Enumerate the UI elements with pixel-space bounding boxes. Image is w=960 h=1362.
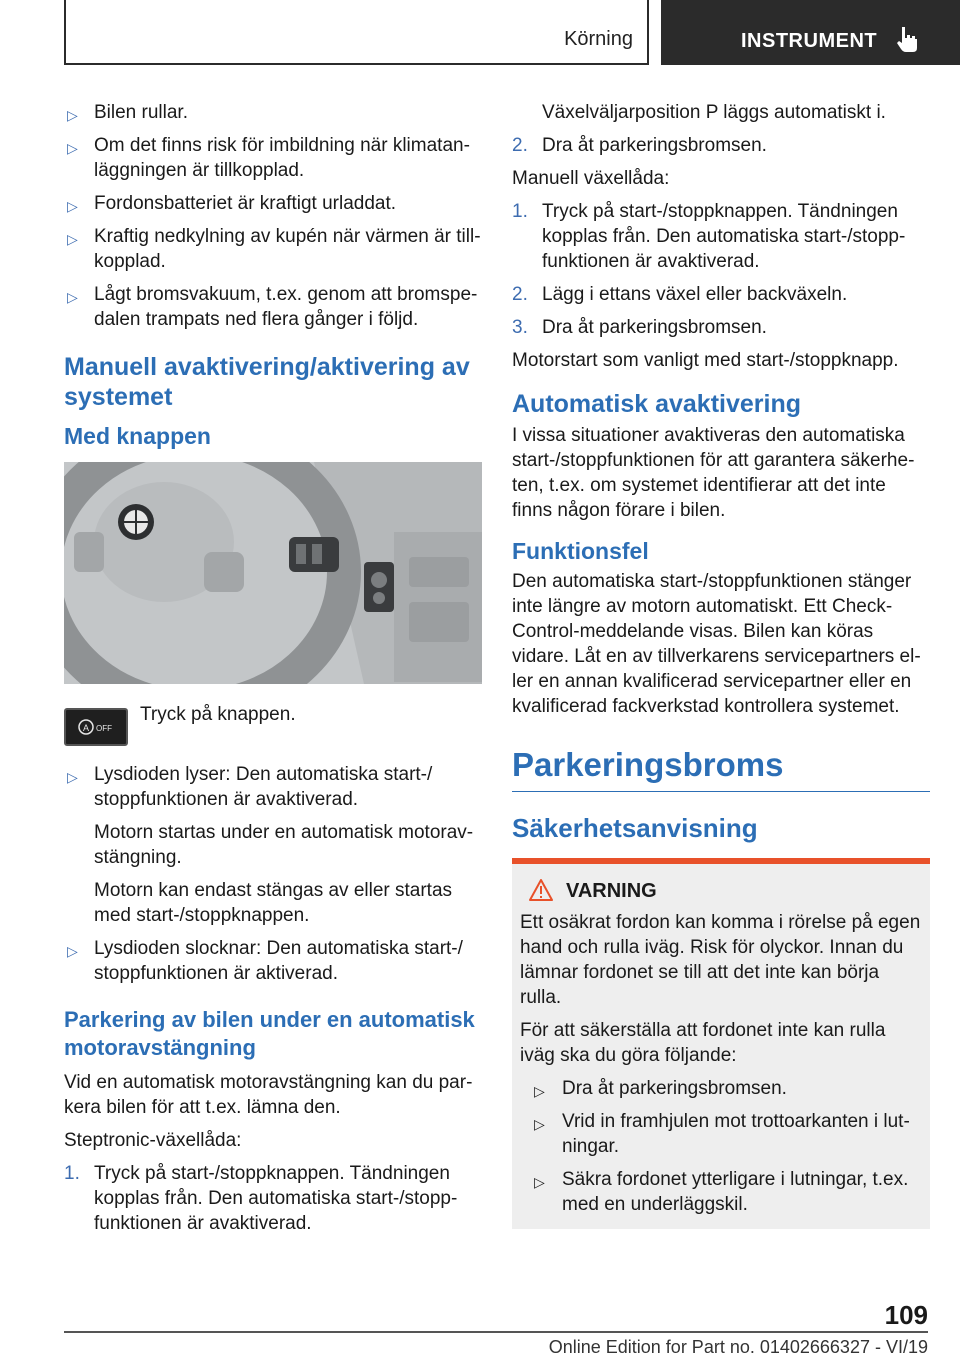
triangle-bullet-icon: ▷ (67, 198, 78, 214)
list-item: ▷ Lågt bromsvakuum, t.ex. genom att bromspedalen trampats ned flera gånger i följd. (67, 284, 478, 330)
triangle-bullet-icon: ▷ (67, 769, 78, 785)
sub-paragraph: Motorn kan endast stängas av eller startas med start-/stoppknappen. (94, 880, 453, 926)
list-item: ▷ Dra åt parkeringsbromsen. (520, 1076, 922, 1101)
svg-text:OFF: OFF (96, 724, 112, 733)
heading-with-button: Med knappen (64, 423, 211, 449)
right-column (512, 100, 930, 1229)
press-button-caption: Tryck på knappen. (140, 704, 296, 725)
triangle-bullet-icon: ▷ (67, 289, 78, 305)
footer-edition: Online Edition for Part no. 01402666327 - VI/19 (548, 1337, 928, 1357)
heading-safety-notice: Säkerhetsanvisning (512, 813, 758, 843)
triangle-bullet-icon: ▷ (67, 231, 78, 247)
heading-parking-during-stop: Parkering av bilen under en automatisk motoravstängning (64, 1007, 475, 1060)
triangle-bullet-icon: ▷ (67, 140, 78, 156)
triangle-bullet-icon: ▷ (534, 1174, 545, 1190)
paragraph: Manuell växellåda: (512, 168, 670, 189)
header-chapter-title: INSTRUMENT (741, 30, 878, 52)
list-item: ▷ Säkra fordonet ytterligare i lutningar, t.ex. med en underläggskil. (534, 1169, 909, 1215)
page-number: 109 (884, 1300, 928, 1330)
auto-start-stop-off-button-icon (64, 708, 128, 746)
heading-parking-brake: Parkeringsbroms (512, 745, 930, 792)
warning-paragraph: Ett osäkrat fordon kan komma i rörelse på egen hand och rulla iväg. Risk för olyckor. Innan du lämnar fordonet se till att det inte kan börja rulla. (520, 912, 921, 1008)
button-instruction (64, 702, 482, 748)
header-section-tab (64, 0, 649, 65)
left-column (64, 100, 482, 1244)
numbered-step: 2. Lägg i ettans växel eller backväxeln. (512, 284, 848, 305)
footer-divider (64, 1331, 928, 1333)
paragraph: Den automatiska start-/stoppfunktionen stänger inte längre av motorn automatiskt. Ett Check-Control-meddelande visas. Bilen kan köras vidare. Låt en av tillverkarens servicepartners eller en annan kvalificerad servicepartner eller en kvalificerad fackverkstad kontrollera systemet. (512, 571, 921, 717)
list-item: ▷ Lysdioden slocknar: Den automatiska start-/ stoppfunktionen är aktiverad. (67, 938, 463, 984)
svg-text:A: A (83, 723, 90, 733)
list-item: ▷ Om det finns risk för imbildning när klimatanläggningen är tillkopplad. (67, 135, 470, 181)
list-item: ▷ Bilen rullar. (64, 100, 482, 125)
triangle-bullet-icon: ▷ (67, 943, 78, 959)
heading-malfunction: Funktionsfel (512, 538, 649, 564)
step-continuation: Växelväljarposition P läggs automatiskt i. (542, 102, 886, 123)
list-item: ▷ Lysdioden lyser: Den automatiska start-/ stoppfunktionen är avaktiverad. (67, 764, 433, 810)
triangle-bullet-icon: ▷ (534, 1083, 545, 1099)
sub-paragraph: Motorn startas under en automatisk motoravstängning. (94, 822, 474, 868)
heading-manual-deactivation: Manuell avaktivering/aktivering av systemet (64, 353, 470, 411)
warning-triangle-icon (528, 878, 554, 902)
list-item: ▷ Kraftig nedkylning av kupén när värmen är tillkopplad. (67, 226, 481, 272)
numbered-step: 2. Dra åt parkeringsbromsen. (512, 135, 767, 156)
paragraph: I vissa situationer avaktiveras den automatiska start-/stoppfunktionen för att garantera säkerheten, t.ex. om systemet identifierar att det inte finns någon förare i bilen. (512, 425, 915, 521)
list-item: ▷ Fordonsbatteriet är kraftigt urladdat. (64, 191, 482, 216)
paragraph: Steptronic-växellåda: (64, 1130, 242, 1151)
header-section-title: Körning (564, 28, 633, 50)
warning-paragraph: För att säkerställa att fordonet inte kan rulla iväg ska du göra följande: (520, 1020, 886, 1066)
hand-pointer-icon (893, 24, 923, 54)
numbered-step: 3. Dra åt parkeringsbromsen. (512, 317, 767, 338)
steering-wheel-photo (64, 462, 482, 684)
steering-wheel-illustration (64, 462, 482, 684)
list-item: ▷ Vrid in framhjulen mot trottoarkanten i lutningar. (534, 1111, 910, 1157)
header-chapter-tab (661, 0, 960, 65)
warning-box (512, 858, 930, 1229)
paragraph: Motorstart som vanligt med start-/stoppknapp. (512, 350, 899, 371)
triangle-bullet-icon: ▷ (67, 107, 78, 123)
triangle-bullet-icon: ▷ (534, 1116, 545, 1132)
paragraph: Vid en automatisk motoravstängning kan du parkera bilen för att t.ex. lämna den. (64, 1072, 473, 1118)
numbered-step: 1. Tryck på start-/stoppknappen. Tändningen kopplas från. Den automatiska start-/stoppfunktionen är avaktiverad. (64, 1163, 458, 1234)
numbered-step: 1. Tryck på start-/stoppknappen. Tändningen kopplas från. Den automatiska start-/stoppfunktionen är avaktiverad. (512, 201, 906, 272)
heading-automatic-deactivation: Automatisk avaktivering (512, 390, 801, 418)
warning-title: VARNING (528, 878, 922, 904)
